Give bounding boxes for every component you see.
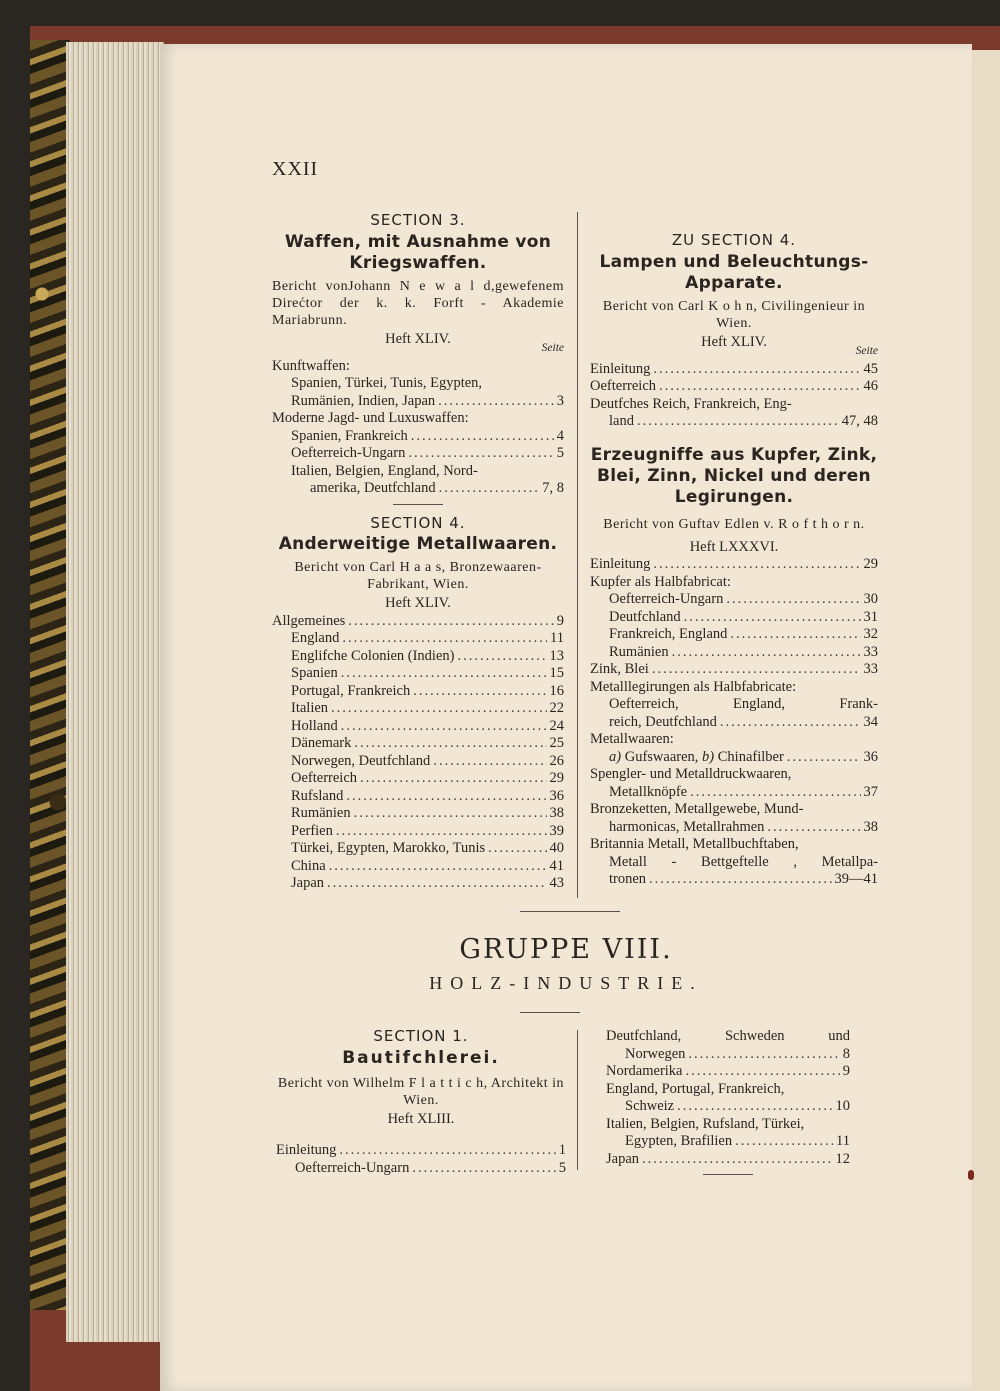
group-heading: Metalllegirungen als Halbfabricate: — [590, 678, 797, 695]
toc-entry: Spanien ..... 15 — [272, 665, 564, 683]
toc-entry: Holland ..... 24 — [272, 718, 564, 736]
report-author: Bericht von Guftav Edlen v. R o f t h o r n. — [603, 516, 865, 532]
toc-line: Deutfches Reich, Frankreich, Eng- — [590, 395, 792, 412]
section-title: Bautifchlerei. — [342, 1047, 500, 1068]
right-column-bottom — [606, 1028, 850, 1181]
toc-entry: tronen ..... 39—41 — [590, 871, 878, 889]
toc-entry: Oefterreich-Ungarn ..... 30 — [590, 591, 878, 609]
section-label: ZU SECTION 4. — [671, 231, 797, 249]
toc-entry: Perfien ..... 39 — [272, 823, 564, 841]
toc-line: Bronzeketten, Metallgewebe, Mund- — [590, 801, 804, 817]
group-heading: Metallwaaren: — [590, 731, 674, 747]
section-title: Anderweitige Metallwaaren. — [278, 534, 558, 554]
toc-entry: Allgemeines ..... 9 — [272, 613, 564, 631]
facing-page-edge — [972, 50, 1000, 1391]
section-divider — [520, 1012, 580, 1013]
left-column-top — [272, 212, 564, 893]
report-author: Bericht vonJohann N e w a l d,gewefenem Direćtor der k. k. Forft - Akademie Mariabrunn. — [272, 278, 564, 328]
toc-entry: Einleitung ..... 45 — [590, 361, 878, 379]
toc-list — [590, 591, 878, 661]
report-author: Bericht von Carl K o h n, Civilingenieur in Wien. — [602, 298, 866, 331]
toc-entry: Metallknöpfe ..... 37 — [590, 784, 878, 802]
toc-entry: Japan ..... 43 — [272, 875, 564, 893]
toc-entry: Portugal, Frankreich ..... 16 — [272, 683, 564, 701]
column-divider — [577, 212, 578, 898]
toc-entry: Italien ..... 22 — [272, 700, 564, 718]
toc-line: Italien, Belgien, Rufsland, Türkei, — [606, 1115, 805, 1132]
toc-entry: Egypten, Brafilien ..... 11 — [606, 1133, 850, 1151]
heft-label: Heft XLIII. — [387, 1110, 455, 1127]
toc-entry: Frankreich, England ..... 32 — [590, 626, 878, 644]
toc-list — [272, 613, 564, 893]
toc-entry: Rumänien ..... 38 — [272, 805, 564, 823]
group-heading: Kunftwaffen: — [272, 357, 350, 374]
toc-entry: Japan ..... 12 — [606, 1151, 850, 1169]
group-title: GRUPPE VIII. — [459, 934, 673, 965]
left-column-bottom — [276, 1028, 566, 1177]
section-divider — [520, 911, 620, 912]
toc-line: Spanien, Türkei, Tunis, Egypten, — [291, 375, 483, 391]
toc-entry: Nordamerika ..... 9 — [606, 1063, 850, 1081]
toc-entry: reich, Deutfchland ..... 34 — [590, 714, 878, 732]
seite-label: Seite — [541, 342, 564, 354]
seite-label: Seite — [855, 345, 878, 357]
toc-line: Britannia Metall, Metallbuchftaben, — [590, 836, 799, 852]
toc-entry: Rumänien ..... 33 — [590, 644, 878, 662]
toc-line: Italien, Belgien, England, Nord- — [291, 462, 478, 479]
heft-label: Heft XLIV. — [385, 595, 451, 611]
group-heading: Moderne Jagd- und Luxuswaffen: — [272, 410, 469, 426]
section-title: Lampen und Beleuchtungs-Apparate. — [599, 251, 869, 293]
section-label: SECTION 3. — [370, 211, 466, 229]
toc-line: England, Portugal, Frankreich, — [606, 1080, 785, 1097]
toc-line: Deutfchland, Schweden und — [606, 1028, 850, 1044]
toc-entry: Einleitung ..... 29 — [590, 556, 878, 574]
toc-entry: amerika, Deutfchland ..... 7, 8 — [272, 480, 564, 498]
toc-line: Spengler- und Metalldruckwaaren, — [590, 766, 792, 782]
section-title: Erzeugniffe aus Kupfer, Zink, Blei, Zinn, Nickel und deren Legirungen. — [590, 444, 878, 507]
heft-label: Heft XLIV. — [701, 333, 767, 350]
page-edges — [66, 42, 164, 1342]
toc-entry: Englifche Colonien (Indien) ..... 13 — [272, 648, 564, 666]
toc-entry: Oefterreich ..... 46 — [590, 378, 878, 396]
toc-entry: Rufsland ..... 36 — [272, 788, 564, 806]
column-divider — [577, 1030, 578, 1170]
report-author: Bericht von Wilhelm F l a t t i c h, Architekt in Wien. — [277, 1075, 565, 1108]
toc-entry: Norwegen ..... 8 — [606, 1046, 850, 1064]
toc-entry: China ..... 41 — [272, 858, 564, 876]
toc-entry: land ..... 47, 48 — [590, 413, 878, 431]
toc-line: Oefterreich, England, Frank- — [609, 696, 878, 712]
divider — [393, 504, 443, 505]
toc-entry: Zink, Blei ..... 33 — [590, 661, 878, 679]
toc-entry: Oefterreich ..... 29 — [272, 770, 564, 788]
right-column-top — [590, 232, 878, 889]
toc-entry: Oefterreich-Ungarn ..... 5 — [276, 1160, 566, 1178]
group-subtitle: HOLZ-INDUSTRIE. — [429, 973, 703, 993]
heft-label: Heft LXXXVI. — [689, 538, 779, 555]
toc-entry: a) Gufswaaren, b) Chinafilber ..... 36 — [590, 749, 878, 767]
toc-entry: Rumänien, Indien, Japan ..... 3 — [272, 393, 564, 411]
section-label: SECTION 4. — [370, 513, 466, 532]
ink-spot — [968, 1170, 974, 1180]
toc-entry: Norwegen, Deutfchland ..... 26 — [272, 753, 564, 771]
section-title: Waffen, mit Ausnahme von Kriegswaffen. — [284, 231, 552, 273]
toc-entry: Dänemark ..... 25 — [272, 735, 564, 753]
heft-label: Heft XLIV. — [385, 330, 451, 347]
toc-entry: Oefterreich-Ungarn ..... 5 — [272, 445, 564, 463]
toc-entry: Deutfchland ..... 31 — [590, 609, 878, 627]
toc-entry: Türkei, Egypten, Marokko, Tunis ..... 40 — [272, 840, 564, 858]
toc-entry: harmonicas, Metallrahmen ..... 38 — [590, 819, 878, 837]
toc-entry: Einleitung ..... 1 — [276, 1142, 566, 1160]
toc-line: Metall - Bettgeftelle , Metallpa- — [609, 853, 878, 870]
page-number: XXII — [272, 158, 319, 180]
divider — [703, 1174, 753, 1175]
toc-entry: Spanien, Frankreich ..... 4 — [272, 428, 564, 446]
toc-entry: Schweiz ..... 10 — [606, 1098, 850, 1116]
report-author: Bericht von Carl H a a s, Bronzewaaren-Fabrikant, Wien. — [294, 560, 542, 592]
group-heading: Kupfer als Halbfabricat: — [590, 573, 731, 590]
marbled-cover-edge — [30, 40, 70, 1310]
toc-entry: England ..... 11 — [272, 630, 564, 648]
section-label: SECTION 1. — [373, 1027, 469, 1045]
